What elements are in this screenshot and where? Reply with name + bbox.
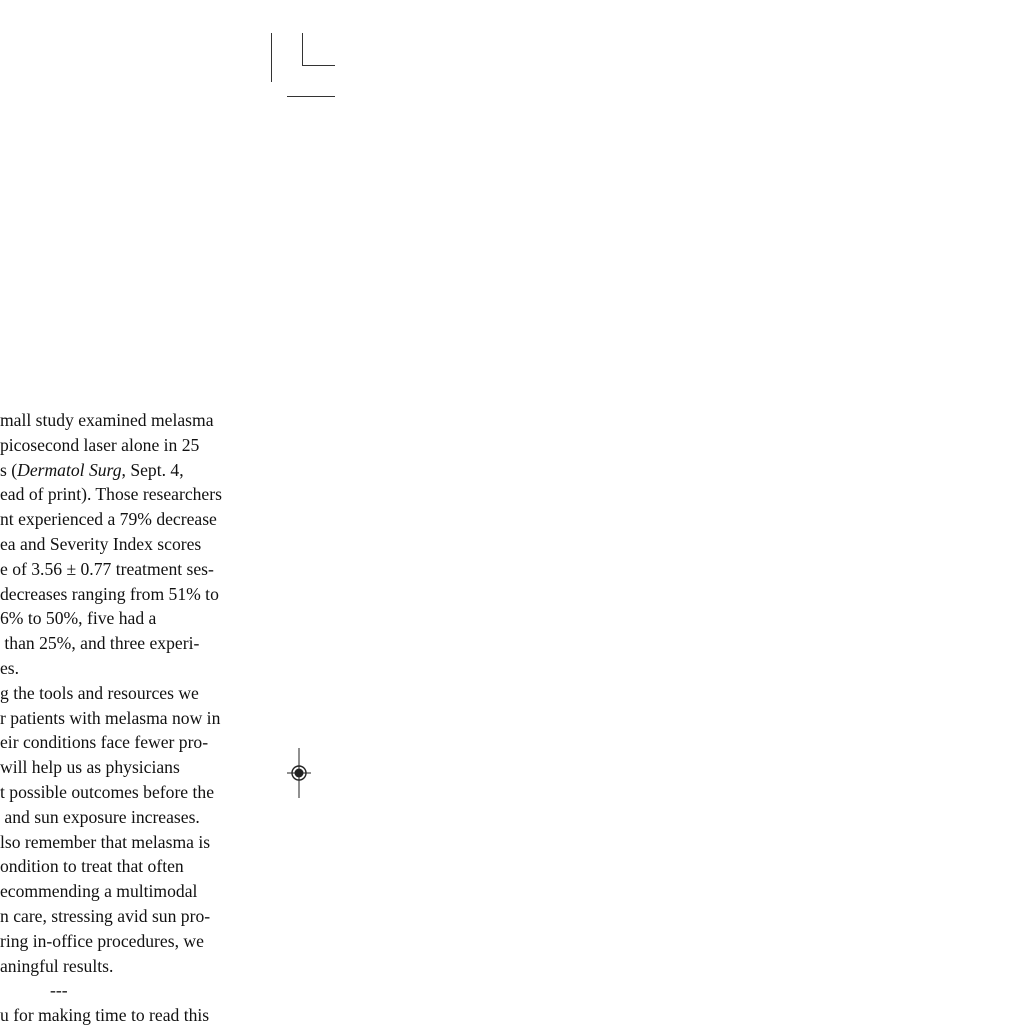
text-line: mall study examined melasma: [0, 410, 214, 430]
text-line: ondition to treat that often: [0, 856, 184, 877]
crop-mark-vertical-left: [271, 33, 272, 82]
text-line: eir conditions face fewer pro-: [0, 732, 209, 753]
text-line: will help us as physicians: [0, 757, 180, 778]
section-separator: ---: [50, 980, 68, 1001]
text-line: u for making time to read this: [0, 1005, 210, 1026]
text-line: e of 3.56 ± 0.77 treatment ses-: [0, 558, 214, 579]
crop-mark-horizontal-bottom: [287, 96, 335, 97]
text-line: ring in-office procedures, we: [0, 930, 204, 951]
text-line: lso remember that melasma is: [0, 831, 211, 852]
crop-mark-vertical-right: [302, 33, 303, 66]
registration-mark-icon: [285, 748, 313, 798]
text-line: g the tools and resources we: [0, 682, 199, 703]
text-line: t possible outcomes before the: [0, 781, 215, 802]
text-line: r patients with melasma now in: [0, 707, 221, 728]
text-line: n care, stressing avid sun pro-: [0, 905, 211, 926]
crop-mark-horizontal-top: [302, 65, 335, 66]
text-line-citation: [0, 458, 245, 483]
citation-prefix: s (: [0, 459, 18, 480]
text-line: 6% to 50%, five had a: [0, 608, 157, 629]
article-text-column: [0, 408, 245, 1028]
text-line: nt experienced a 79% decrease: [0, 509, 217, 530]
text-line: than 25%, and three experi-: [0, 633, 200, 654]
text-line: es.: [0, 657, 20, 678]
text-line: ecommending a multimodal: [0, 881, 198, 902]
text-line: decreases ranging from 51% to: [0, 583, 219, 604]
journal-name: Dermatol Surg: [17, 459, 122, 480]
text-line: ea and Severity Index scores: [0, 533, 202, 554]
text-line: ead of print). Those researchers: [0, 484, 222, 505]
text-line: aningful results.: [0, 955, 114, 976]
text-line: picosecond laser alone in 25: [0, 434, 200, 455]
citation-suffix: , Sept. 4,: [121, 459, 184, 480]
text-line: and sun exposure increases.: [0, 806, 200, 827]
